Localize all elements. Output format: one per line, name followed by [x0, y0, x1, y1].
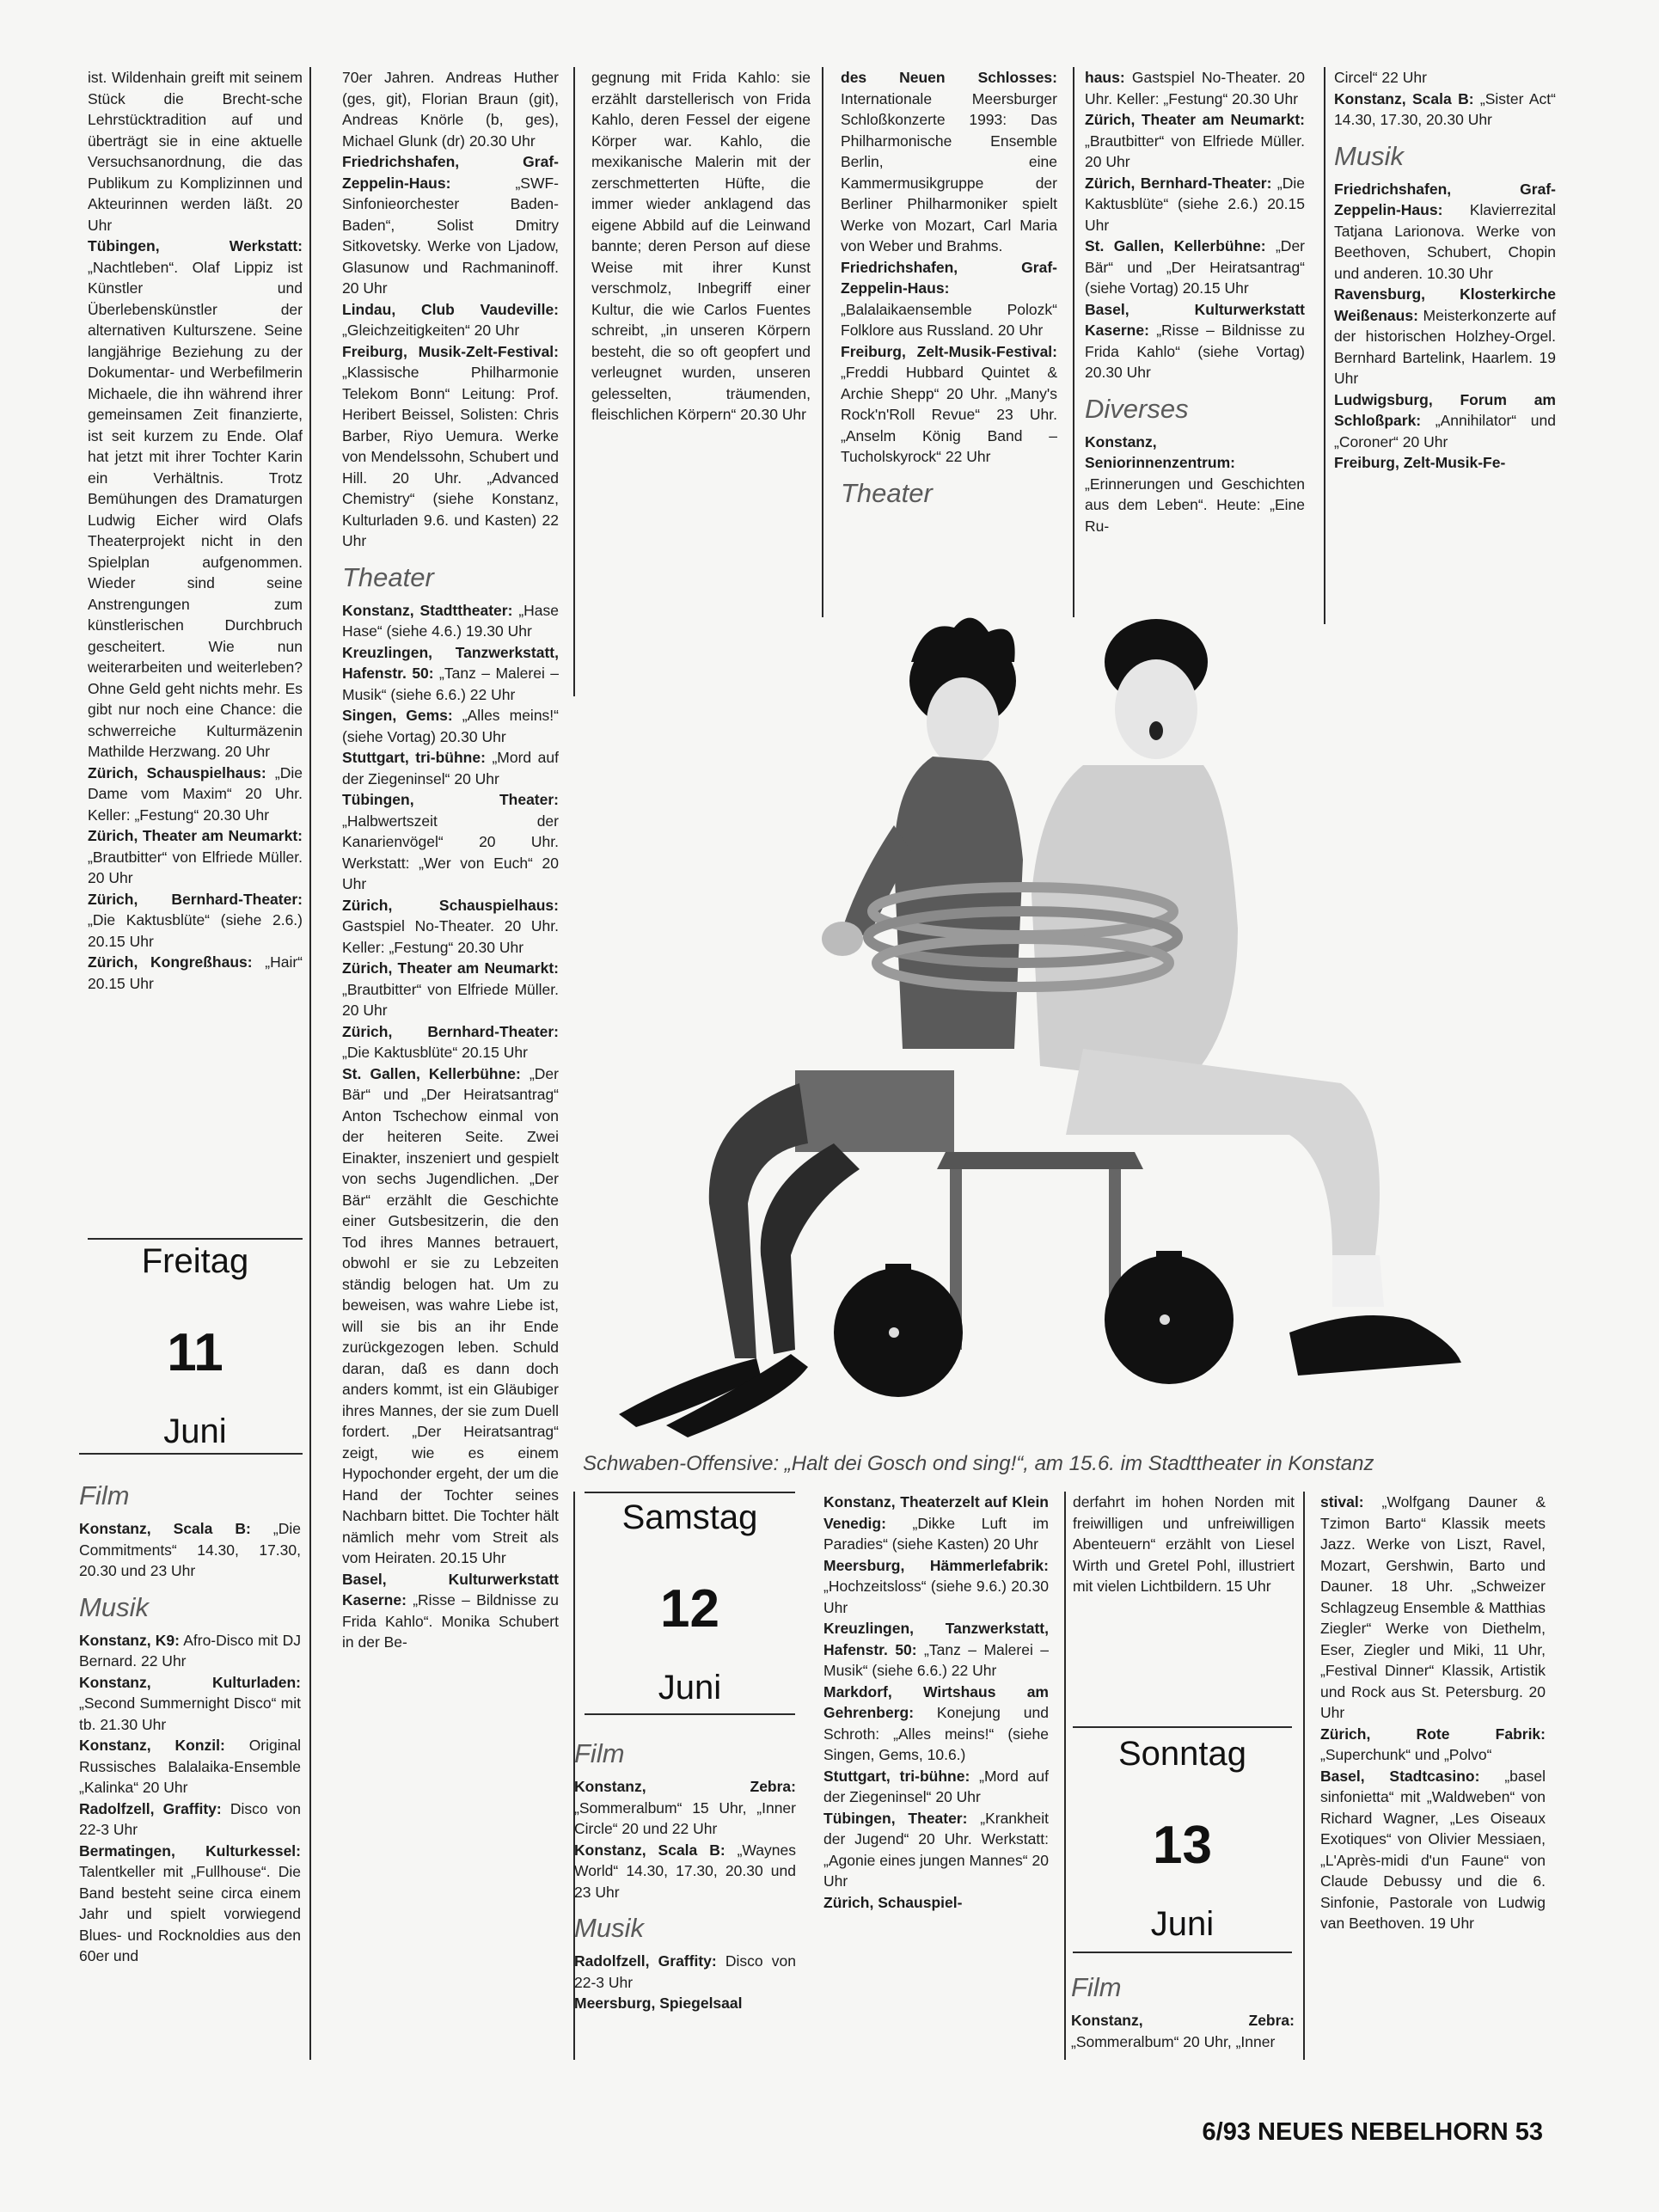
- listing-venue: Konstanz, Kulturladen:: [79, 1673, 301, 1691]
- listing-entry: [1085, 67, 1305, 109]
- photo-caption: Schwaben-Offensive: „Halt dei Gosch ond sing!“, am 15.6. im Stadttheater in Konstanz: [583, 1452, 1374, 1475]
- listing-text: gegnung mit Frida Kahlo: sie erzählt darstellerisch von Frida Kahlo, deren Fessel der eigene Körper war. Kahlo, die mexikanische Malerin mit der zerschmetterten Hüfte, die immer wieder anklagend das eigene Abbild auf die Leinwand bannte; deren Person auf diese Weise mit ihrer Kunst verschmolz, Inbegriff einer Kultur, die wie Carlos Fuentes schreibt, „in unseren Körpern besteht, die so oft geopfert und verleugnet wurden, unseren gelesselten, träumenden, fleischlichen Körpern“ 20.30 Uhr: [591, 69, 811, 423]
- listing-text: Meisterkonzerte auf der historischen Holzhey-Orgel. Bernhard Bartelink, Haarlem. 19 Uhr: [1334, 306, 1556, 387]
- performers-photo: [585, 602, 1556, 1444]
- listing-text: „Alles meins!“ (siehe Vortag) 20.30 Uhr: [342, 707, 559, 745]
- listing-venue: Konstanz, Scala B:: [1334, 89, 1474, 107]
- column-2: [342, 67, 559, 2062]
- listing-text: „Sommeralbum“ 15 Uhr, „Inner Circle“ 20 und 22 Uhr: [574, 1798, 796, 1837]
- listing-entry: [1085, 432, 1305, 537]
- listing-entry: [574, 1776, 796, 1840]
- listing-entry: [1073, 1492, 1295, 1597]
- listing-venue: Lindau, Club Vaudeville:: [342, 300, 559, 318]
- column-rule: [1073, 67, 1074, 617]
- listing-venue: St. Gallen, Kellerbühne:: [342, 1064, 521, 1082]
- listing-entry: [1334, 89, 1556, 131]
- listing-entry: [88, 952, 303, 994]
- listing-text: „Superchunk“ und „Polvo“: [1320, 1746, 1492, 1763]
- listing-venue: Zürich, Schauspielhaus:: [88, 763, 266, 781]
- listing-venue: Zürich, Theater am Neumarkt:: [1085, 111, 1305, 128]
- listing-venue: Konstanz, Scala B:: [79, 1520, 251, 1537]
- listing-text: „Halbwertszeit der Kanarienvögel“ 20 Uhr. Werkstatt: „Wer von Euch“ 20 Uhr: [342, 812, 559, 892]
- listing-entry: [823, 1618, 1049, 1682]
- listing-venue: Zürich, Bernhard-Theater:: [342, 1022, 559, 1040]
- listing-entry: [342, 299, 559, 341]
- listing-venue: Zürich, Theater am Neumarkt:: [342, 959, 559, 977]
- listing-entry: [823, 1808, 1049, 1892]
- listing-entry: [342, 789, 559, 895]
- listing-venue: Zürich, Bernhard-Theater:: [1085, 174, 1272, 192]
- listing-entry: [1334, 389, 1556, 453]
- listing-venue: Konstanz, K9:: [79, 1631, 180, 1649]
- listing-text: „Der Bär“ und „Der Heiratsantrag“ Anton Tschechow einmal von der heiteren Seite. Zwei Einakter, inszeniert und gespielt von sechs Jugendlichen. „Der Bär“ erzählt die Geschichte einer Gutsbesitzerin, die den Tod ihres Mannes betrauert, obwohl er sie zu Lebzeiten ständig belogen hat. Um zu beweisen, was wahre Liebe ist, will sie bis an ihr Ende zurückgezogen leben. Schuld daran, daß es dann doch anders kommt, ist ein Gläubiger ihres Mannes, der sie zum Duell fordert. „Der Heiratsantrag“ zeigt, wie es einem Hypochonder ergeht, der um die Hand der Tochter seines Nachbarn bittet. Die Tochter hält nämlich mehr vom Streit als vom Heiraten. 20.15 Uhr: [342, 1064, 559, 1566]
- listing-venue: Konstanz, Scala B:: [574, 1841, 725, 1859]
- listing-entry: [1320, 1766, 1546, 1934]
- listing-text: Konejung und Schroth: „Alles meins!“ (siehe Singen, Gems, 10.6.): [823, 1704, 1049, 1763]
- listing-venue: Konstanz, Zebra:: [1071, 2012, 1295, 2029]
- listing-entry: [342, 958, 559, 1021]
- section-heading: Film: [574, 1738, 625, 1768]
- listing-venue: Friedrichshafen, Graf-Zeppelin-Haus:: [342, 153, 559, 192]
- listing-venue: Basel, Stadtcasino:: [1320, 1767, 1480, 1785]
- listing-entry: [88, 67, 303, 236]
- listing-venue: Meersburg, Hämmerlefabrik:: [823, 1556, 1049, 1574]
- listing-entry: [574, 1993, 796, 2014]
- listing-venue: Zürich, Rote Fabrik:: [1320, 1725, 1546, 1743]
- listing-text: Disco von 22-3 Uhr: [574, 1952, 796, 1991]
- listing-venue: Freiburg, Musik-Zelt-Festival:: [342, 342, 559, 360]
- listing-venue: Kreuzlingen, Tanzwerkstatt, Hafenstr. 50:: [823, 1620, 1049, 1658]
- listing-venue: Meersburg, Spiegelsaal: [574, 1994, 743, 2012]
- listing-entry: [88, 763, 303, 826]
- listing-text: derfahrt im hohen Norden mit freiwilligen und unfreiwilligen Abenteuern“ erzählt von Liesel Wirth und Gretel Pohl, illustriert mit vielen Lichtbildern. 15 Uhr: [1073, 1493, 1295, 1595]
- listing-entry: [342, 1021, 559, 1063]
- listing-venue: St. Gallen, Kellerbühne:: [1085, 237, 1266, 254]
- listing-venue: Stuttgart, tri-bühne:: [342, 749, 486, 766]
- listing-text: „Klassische Philharmonie Telekom Bonn“ Leitung: Prof. Heribert Beissel, Solisten: Chris Barber, Riyo Uemura. Werke von Mendelssohn, Schubert und Hill. 20 Uhr. „Advanced Chemistry“ (siehe Konstanz, Kulturladen 9.6. und Kasten) 22 Uhr: [342, 364, 559, 549]
- listing-entry: [823, 1766, 1049, 1808]
- listing-text: Afro-Disco mit DJ Bernard. 22 Uhr: [79, 1631, 301, 1670]
- listing-text: „Die Kaktusblüte“ 20.15 Uhr: [342, 1044, 528, 1061]
- listing-entry: [1320, 1492, 1546, 1724]
- listing-text: Disco von 22-3 Uhr: [79, 1799, 301, 1838]
- listing-entry: [1334, 67, 1556, 89]
- listing-text: „Brautbitter“ von Elfriede Müller. 20 Uhr: [88, 848, 303, 886]
- listing-text: „Mord auf der Ziegeninsel“ 20 Uhr: [823, 1767, 1049, 1805]
- listing-text: „Tanz – Malerei – Musik“ (siehe 6.6.) 22 Uhr: [823, 1640, 1049, 1679]
- listing-text: „Der Bär“ und „Der Heiratsantrag“ (siehe Vortag) 20.15 Uhr: [1085, 237, 1305, 297]
- listing-venue: Radolfzell, Graffity:: [79, 1799, 222, 1817]
- day-month: Juni: [163, 1412, 227, 1450]
- listing-text: „Second Summernight Disco“ mit tb. 21.30 Uhr: [79, 1694, 301, 1733]
- listing-entry: [342, 642, 559, 706]
- listing-venue: Singen, Gems:: [342, 707, 453, 724]
- column-4-top: [841, 67, 1057, 617]
- listing-text: „Risse – Bildnisse zu Frida Kahlo“ (siehe Vortag) 20.30 Uhr: [1085, 322, 1305, 381]
- listing-text: „Die Dame vom Maxim“ 20 Uhr. Keller: „Festung“ 20.30 Uhr: [88, 763, 303, 824]
- listing-text: „Annihilator“ und „Coroner“ 20 Uhr: [1334, 412, 1556, 450]
- listing-text: „Risse – Bildnisse zu Frida Kahlo“. Monika Schubert in der Be-: [342, 1591, 559, 1651]
- listing-venue: stival:: [1320, 1493, 1364, 1510]
- listing-text: „Die Kaktusblüte“ (siehe 2.6.) 20.15 Uhr: [1085, 174, 1305, 234]
- day-name: Samstag: [621, 1498, 758, 1536]
- listing-venue: Konstanz, Zebra:: [574, 1778, 796, 1795]
- listing-text: „Balalaikaensemble Polozk“ Folklore aus Russland. 20 Uhr: [841, 300, 1057, 339]
- column-5-film: [1071, 1962, 1295, 2065]
- listing-venue: Zürich, Kongreßhaus:: [88, 953, 253, 971]
- column-4-bottom: [823, 1492, 1049, 2063]
- listing-entry: [574, 1840, 796, 1903]
- listing-entry: [79, 1798, 301, 1841]
- listing-venue: Konstanz, Seniorinnenzentrum:: [1085, 432, 1236, 471]
- listing-entry: [1085, 299, 1305, 383]
- listing-venue: Kreuzlingen, Tanzwerkstatt, Hafenstr. 50:: [342, 643, 559, 682]
- column-3-bottom: [574, 1728, 796, 2063]
- listing-venue: Konstanz, Theaterzelt auf Klein Venedig:: [823, 1493, 1049, 1532]
- listing-text: „Sommeralbum“ 20 Uhr, „Inner: [1071, 2032, 1276, 2050]
- listing-entry: [841, 257, 1057, 341]
- listing-text: „Tanz – Malerei – Musik“ (siehe 6.6.) 22 Uhr: [342, 665, 559, 703]
- day-month: Juni: [658, 1669, 722, 1706]
- listing-venue: Freiburg, Zelt-Musik-Fe-: [1334, 454, 1506, 471]
- listing-venue: des Neuen Schlosses:: [841, 69, 1057, 86]
- listing-venue: Zürich, Schauspielhaus:: [342, 896, 559, 914]
- day-number: 12: [660, 1579, 719, 1639]
- listing-venue: Ludwigsburg, Forum am Schloßpark:: [1334, 390, 1556, 429]
- listing-venue: Freiburg, Zelt-Musik-Festival:: [841, 342, 1057, 360]
- listing-venue: haus:: [1085, 69, 1125, 86]
- listing-venue: Ravensburg, Klosterkirche Weißenaus:: [1334, 285, 1556, 324]
- listing-entry: [823, 1492, 1049, 1555]
- listing-text: „Freddi Hubbard Quintet & Archie Shepp“ 20 Uhr. „Many's Rock'n'Roll Revue“ 23 Uhr. „Anselm König Band – Tucholskyrock“ 22 Uhr: [841, 364, 1057, 465]
- listing-text: „Mord auf der Ziegeninsel“ 20 Uhr: [342, 749, 559, 787]
- section-heading: Musik: [1334, 140, 1404, 171]
- listing-venue: Zürich, Bernhard-Theater:: [88, 890, 303, 908]
- listing-entry: [1085, 236, 1305, 299]
- listing-text: ist. Wildenhain greift mit seinem Stück die Brecht-sche Lehrstücktradition auf und überträgt sie in eine aktuelle Versuchsanordnung, die das Publikum zu Komplizinnen und Akteurinnen werden läßt. 20 Uhr: [88, 69, 303, 234]
- listing-text: Original Russisches Balalaika-Ensemble „Kalinka“ 20 Uhr: [79, 1737, 301, 1796]
- listing-entry: [574, 1951, 796, 1993]
- listing-text: „Die Commitments“ 14.30, 17.30, 20.30 und 23 Uhr: [79, 1520, 301, 1579]
- column-rule: [1324, 67, 1325, 624]
- listing-entry: [1320, 1724, 1546, 1766]
- listing-entry: [79, 1518, 301, 1582]
- listing-venue: Radolfzell, Graffity:: [574, 1952, 717, 1970]
- listing-text: „Waynes World“ 14.30, 17.30, 20.30 und 23 Uhr: [574, 1841, 796, 1901]
- listing-entry: [79, 1841, 301, 1967]
- section-heading: Musik: [574, 1913, 644, 1943]
- day-month: Juni: [1150, 1905, 1215, 1943]
- day-name: Freitag: [141, 1242, 249, 1280]
- column-rule: [309, 67, 311, 2060]
- listing-text: „Gleichzeitigkeiten“ 20 Uhr: [342, 322, 520, 339]
- listing-text: „Brautbitter“ von Elfriede Müller. 20 Uhr: [1085, 132, 1305, 170]
- section-heading: Theater: [841, 477, 933, 508]
- column-6-bottom: [1320, 1492, 1546, 2063]
- listing-text: Gastspiel No-Theater. 20 Uhr. Keller: „Festung“ 20.30 Uhr: [342, 917, 559, 956]
- column-rule: [1303, 1492, 1305, 2060]
- listing-entry: [79, 1735, 301, 1798]
- day-number: 13: [1153, 1816, 1212, 1875]
- listing-text: „Brautbitter“ von Elfriede Müller. 20 Uhr: [342, 980, 559, 1019]
- listing-text: „Nachtleben“. Olaf Lippiz ist Künstler und Überlebenskünstler der alternativen Kulturszene. Seine langjährige Beziehung zu der Dokumentar- und Werbefilmerin Michaele, die ihn während ihrer gemeinsamen Zeit finanzierte, ist seit kurzem zu Ende. Olaf hat jetzt mit ihrer Tochter Karin ein Verhältnis. Trotz Bemühungen des Dramaturgen Ludwig Eicher wird Olafs Theaterprojekt nicht in den Spielplan aufgenommen. Wieder sind seine Anstrengungen zum künstlerischen Durchbruch gescheitert. Wie nun weiterarbeiten und weiterleben? Ohne Geld geht nichts mehr. Es gibt nur noch eine Chance: die schwerreiche Kulturmäzenin Mathilde Herzwang. 20 Uhr: [88, 258, 303, 760]
- listing-entry: [823, 1682, 1049, 1766]
- column-rule: [1064, 1492, 1066, 2060]
- day-header-saturday: [585, 1496, 795, 1709]
- day-rule: [1073, 1726, 1292, 1728]
- listing-venue: Konstanz, Stadttheater:: [342, 601, 513, 619]
- day-rule: [79, 1453, 303, 1455]
- listing-text: Circel“ 22 Uhr: [1334, 69, 1427, 86]
- column-6-top: [1334, 67, 1556, 622]
- listing-text: „Erinnerungen und Geschichten aus dem Leben“. Heute: „Eine Ru-: [1085, 475, 1305, 535]
- day-name: Sonntag: [1117, 1735, 1247, 1773]
- day-rule: [585, 1713, 795, 1715]
- listing-text: „SWF-Sinfonieorchester Baden-Baden“, Solist Dmitry Sitkovetsky. Werke von Ljadow, Glasunow und Rachmaninoff. 20 Uhr: [342, 174, 559, 297]
- listing-entry: [342, 1063, 559, 1569]
- listing-entry: [342, 705, 559, 747]
- listing-entry: [342, 341, 559, 552]
- page-footer: 6/93 NEUES NEBELHORN 53: [1202, 2118, 1543, 2146]
- listing-text: Gastspiel No-Theater. 20 Uhr. Keller: „Festung“ 20.30 Uhr: [1085, 69, 1305, 107]
- listing-entry: [1334, 452, 1556, 474]
- listing-entry: [823, 1892, 1049, 1914]
- day-rule: [1073, 1952, 1292, 1953]
- section-heading: Diverses: [1085, 393, 1189, 424]
- day-rule: [585, 1492, 795, 1493]
- listing-venue: Tübingen, Werkstatt:: [88, 237, 303, 254]
- listing-venue: Zürich, Theater am Neumarkt:: [88, 827, 303, 844]
- listing-venue: Zürich, Schauspiel-: [823, 1893, 963, 1911]
- listing-entry: [1334, 284, 1556, 389]
- listing-venue: Basel, Kulturwerkstatt Kaserne:: [342, 1570, 559, 1608]
- day-number: 11: [167, 1323, 223, 1382]
- column-1-bottom: [79, 1470, 301, 2063]
- listing-venue: Basel, Kulturwerkstatt Kaserne:: [1085, 300, 1305, 339]
- section-heading: Film: [79, 1480, 130, 1510]
- listing-entry: [1085, 173, 1305, 236]
- listing-venue: Konstanz, Konzil:: [79, 1737, 225, 1754]
- listing-entry: [342, 67, 559, 151]
- column-rule: [573, 67, 575, 696]
- listing-entry: [342, 151, 559, 299]
- column-5-bottom: [1073, 1492, 1295, 1629]
- listing-venue: Bermatingen, Kulturkessel:: [79, 1841, 301, 1860]
- column-1-top: [88, 67, 303, 1159]
- listing-entry: [342, 747, 559, 789]
- listing-venue: Friedrichshafen, Graf-Zeppelin-Haus:: [1334, 180, 1556, 218]
- listing-venue: Friedrichshafen, Graf-Zeppelin-Haus:: [841, 258, 1057, 297]
- listing-text: Klavierrezital Tatjana Larionova. Werke von Beethoven, Schubert, Chopin und anderen. 10.30 Uhr: [1334, 201, 1556, 282]
- listing-entry: [1071, 2010, 1295, 2052]
- listing-entry: [342, 895, 559, 959]
- listing-entry: [841, 67, 1057, 257]
- listing-entry: [591, 67, 811, 426]
- listing-text: „Krankheit der Jugend“ 20 Uhr. Werkstatt: „Agonie eines jungen Mannes“ 20 Uhr: [823, 1809, 1049, 1890]
- listing-venue: Stuttgart, tri-bühne:: [823, 1767, 970, 1785]
- section-heading: Musik: [79, 1591, 149, 1622]
- listing-entry: [841, 341, 1057, 468]
- section-heading: Film: [1071, 1972, 1122, 2002]
- listing-venue: Markdorf, Wirtshaus am Gehrenberg:: [823, 1682, 1049, 1721]
- listing-entry: [79, 1630, 301, 1672]
- listing-entry: [88, 889, 303, 953]
- listing-text: „Hase Hase“ (siehe 4.6.) 19.30 Uhr: [342, 601, 559, 640]
- listing-text: „Die Kaktusblüte“ (siehe 2.6.) 20.15 Uhr: [88, 911, 303, 950]
- day-header-friday: [88, 1240, 303, 1453]
- listing-text: „basel sinfonietta“ mit „Waldweben“ von Richard Wagner, „Les Oiseaux Exotiques“ von Olivier Messiaen, „L'Après-midi d'un Faune“ von Claude Debussy und die 6. Sinfonie, Pastorale von Ludwig van Beethoven. 19 Uhr: [1320, 1767, 1546, 1932]
- listing-text: „Sister Act“ 14.30, 17.30, 20.30 Uhr: [1334, 89, 1556, 128]
- listing-entry: [1085, 109, 1305, 173]
- listing-text: Talentkeller mit „Fullhouse“. Die Band besteht seine circa einem Jahr und spielt vorwiegend Blues- und Rocknoldies aus den 60er und: [79, 1863, 301, 1964]
- listing-text: „Hochzeitsloss“ (siehe 9.6.) 20.30 Uhr: [823, 1578, 1049, 1616]
- listing-text: „Hair“ 20.15 Uhr: [88, 953, 303, 992]
- column-5-top: [1085, 67, 1305, 622]
- listing-entry: [342, 600, 559, 642]
- listing-entry: [342, 1569, 559, 1653]
- listing-venue: Tübingen, Theater:: [342, 791, 559, 808]
- listing-venue: Tübingen, Theater:: [823, 1809, 968, 1827]
- column-3-top: [591, 67, 811, 548]
- listing-entry: [88, 825, 303, 889]
- listing-text: „Wolfgang Dauner & Tzimon Barto“ Klassik meets Jazz. Werke von Liszt, Ravel, Mozart, Gershwin, Barto und Dauner. 18 Uhr. „Schweizer Schlagzeug Ensemble & Matthias Ziegler“ Werke von Diethelm, Eser, Ziegler und Miki, 11 Uhr, „Festival Dinner“ Klassik, Artistik und Rock aus St. Petersburg. 20 Uhr: [1320, 1493, 1546, 1721]
- section-heading: Theater: [342, 561, 434, 592]
- listing-text: „Dikke Luft im Paradies“ (siehe Kasten) 20 Uhr: [823, 1514, 1049, 1553]
- listing-entry: [88, 236, 303, 763]
- listing-text: Internationale Meersburger Schloßkonzerte 1993: Das Philharmonische Ensemble Berlin, eine Kammermusikgruppe der Berliner Philharmoniker spielt Werke von Mozart, Carl Maria von Weber und Brahms.: [841, 89, 1057, 254]
- listing-entry: [823, 1555, 1049, 1619]
- column-rule: [822, 67, 823, 617]
- listing-entry: [1334, 179, 1556, 285]
- listing-text: 70er Jahren. Andreas Huther (ges, git), Florian Braun (git), Andreas Knörle (b, ges), Michael Glunk (dr) 20.30 Uhr: [342, 69, 559, 150]
- day-header-sunday: [1073, 1732, 1292, 1945]
- listing-entry: [79, 1672, 301, 1736]
